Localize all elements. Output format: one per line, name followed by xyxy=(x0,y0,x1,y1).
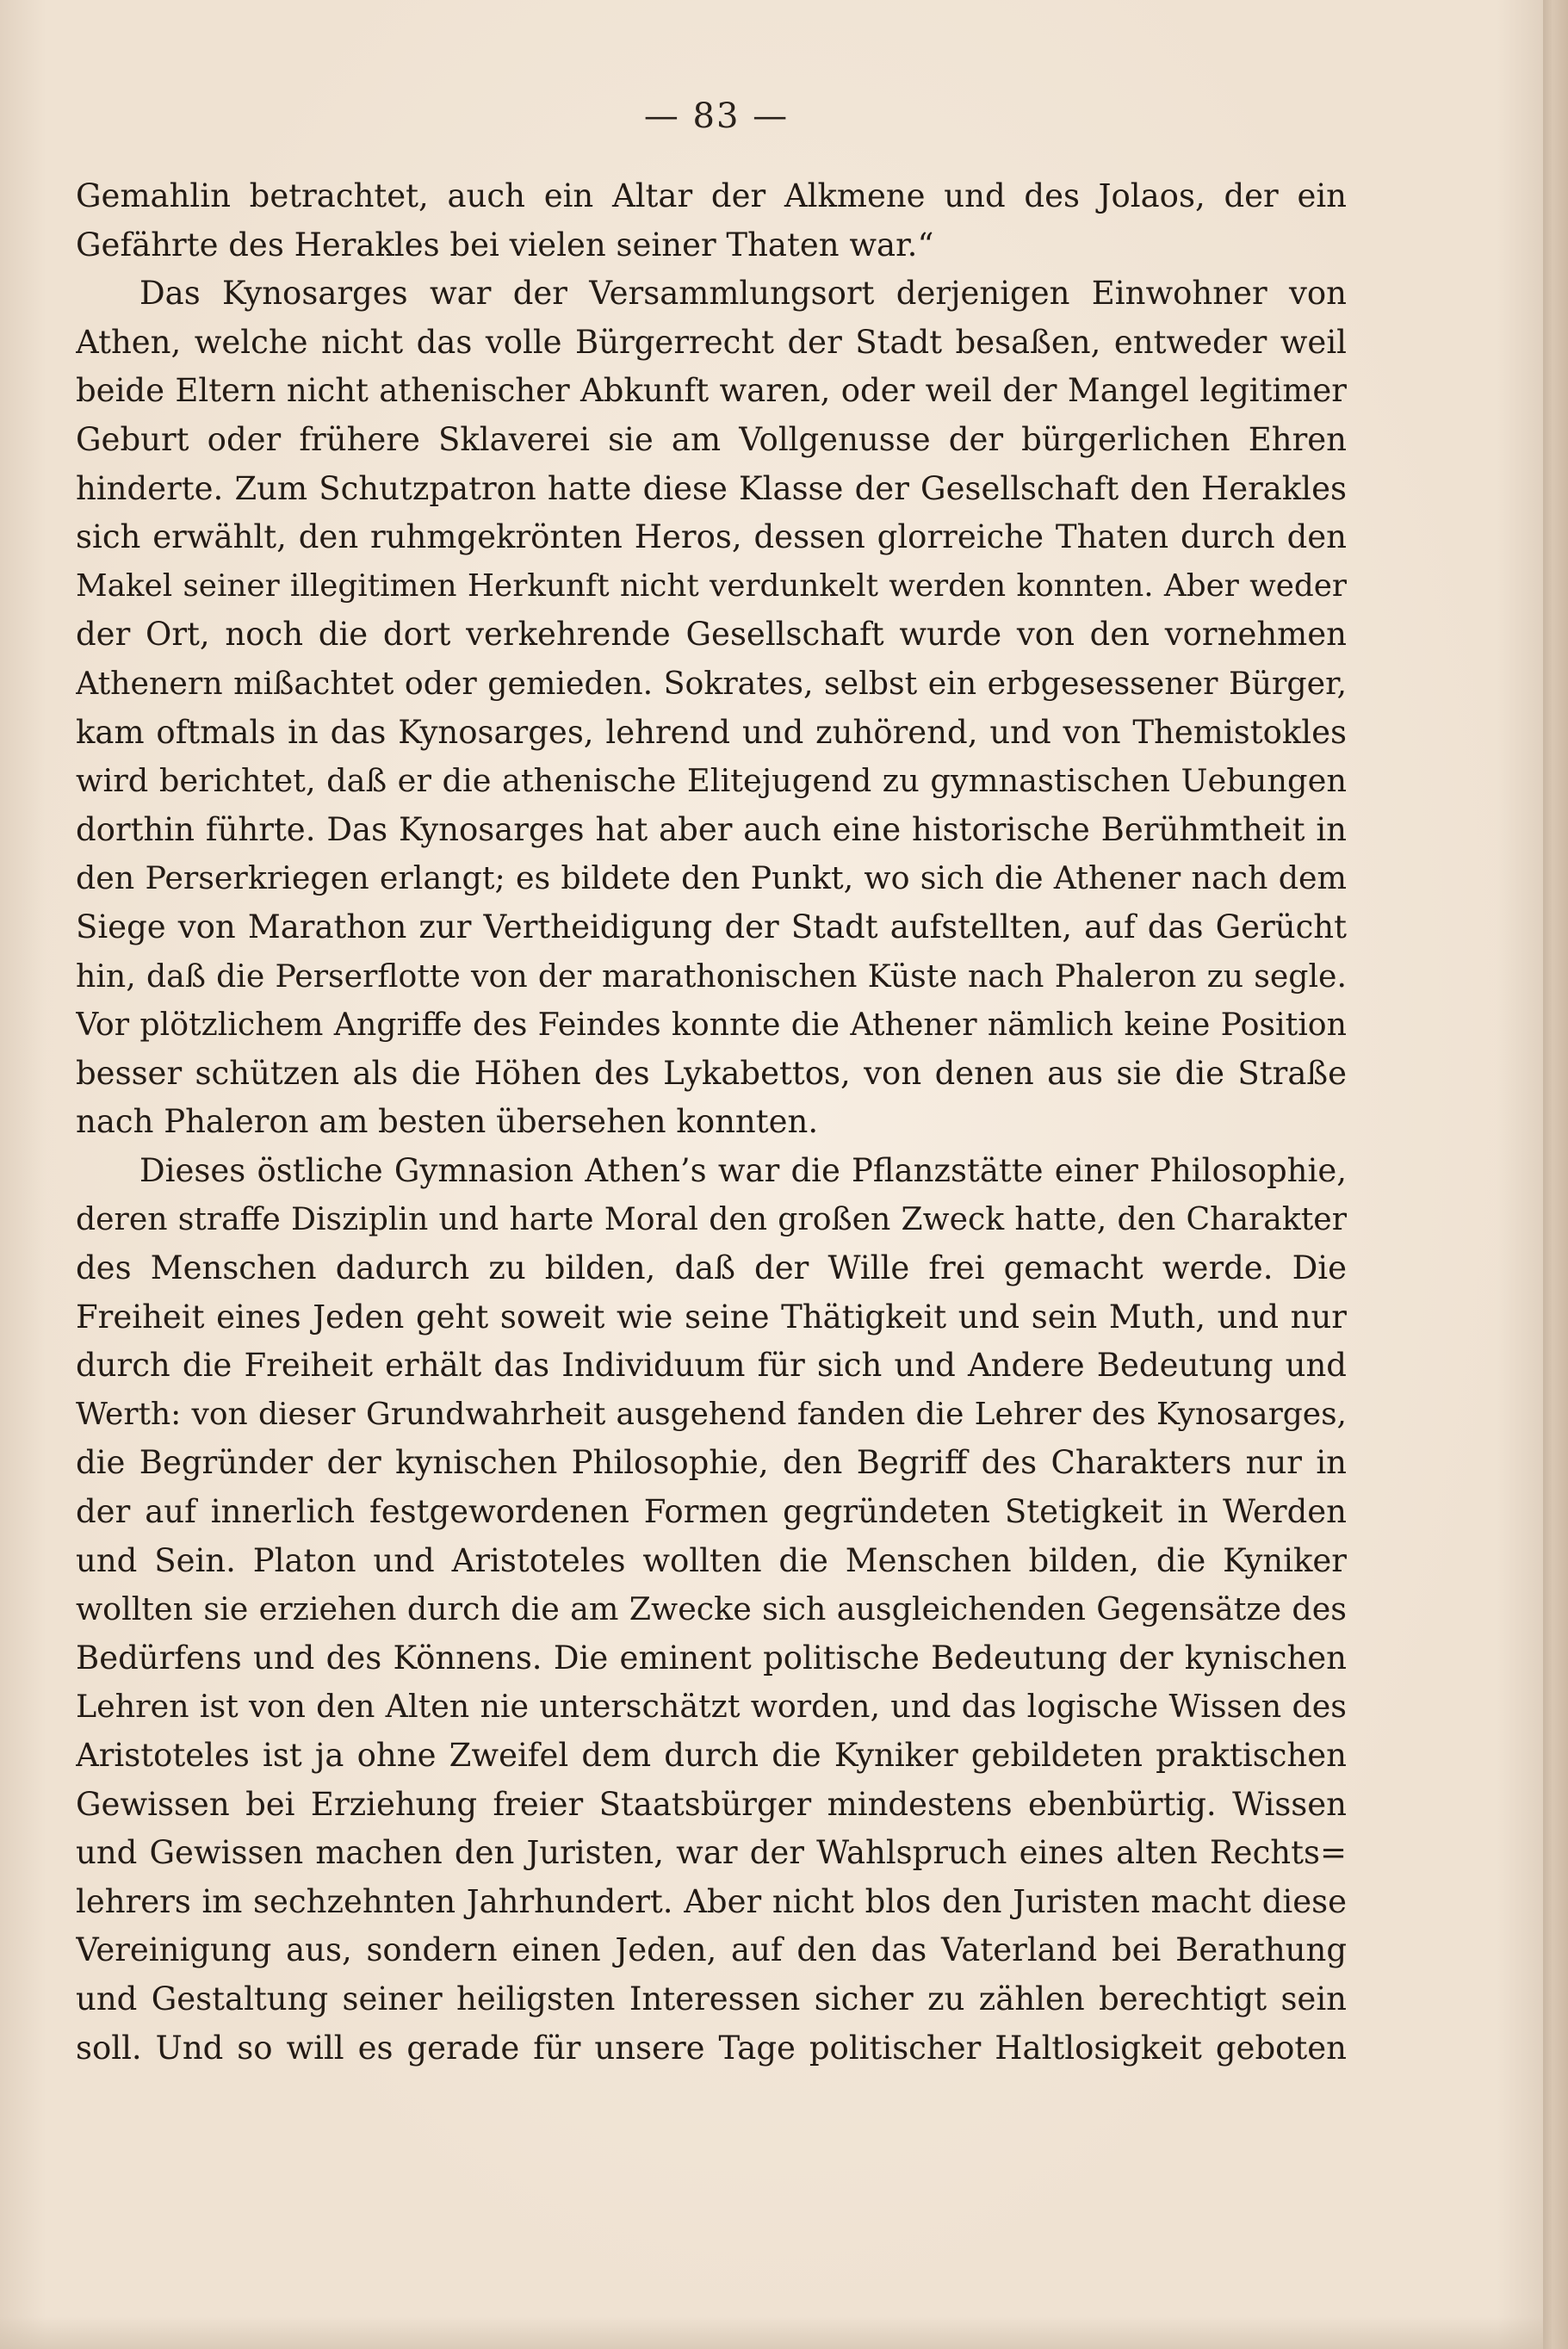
text-line: Werth: von dieser Grundwahrheit ausgehend fanden die Lehrer des Kynosarges, xyxy=(76,1396,1347,1432)
text-line: beide Eltern nicht athenischer Abkunft waren, oder weil der Mangel legitimer xyxy=(76,372,1347,410)
text-line: Lehren ist von den Alten nie unterschätzt worden, und das logische Wissen des xyxy=(76,1688,1347,1726)
text-line: Das Kynosarges war der Versammlungsort derjenigen Einwohner von xyxy=(139,275,1347,313)
text-line: und Sein. Platon und Aristoteles wollten die Menschen bilden, die Kyniker xyxy=(76,1541,1347,1579)
text-line: Aristoteles ist ja ohne Zweifel dem durch die Kyniker gebildeten praktischen xyxy=(76,1737,1347,1774)
text-line: Vor plötzlichem Angriffe des Feindes konnte die Athener nämlich keine Position xyxy=(76,1006,1347,1044)
text-line: Freiheit eines Jeden geht soweit wie seine Thätigkeit und sein Muth, und nur xyxy=(76,1298,1347,1336)
page-bottom-shadow xyxy=(0,2316,1543,2349)
text-line: der auf innerlich festgewordenen Formen gegründeten Stetigkeit in Werden xyxy=(76,1493,1347,1531)
paragraph-3 xyxy=(76,1147,1347,2073)
text-line: die Begründer der kynischen Philosophie, den Begriff des Charakters nur in xyxy=(76,1444,1347,1482)
text-line: Athen, welche nicht das volle Bürgerrecht der Stadt besaßen, entweder weil xyxy=(76,323,1347,361)
text-line: und Gestaltung seiner heiligsten Interessen sicher zu zählen berechtigt sein xyxy=(76,1980,1347,2017)
text-line: hin, daß die Perserflotte von der marathonischen Küste nach Phaleron zu segle. xyxy=(76,957,1347,995)
text-line: deren straffe Disziplin und harte Moral den großen Zweck hatte, den Charakter xyxy=(76,1200,1347,1238)
text-line: soll. Und so will es gerade für unsere Tage politischer Haltlosigkeit geboten xyxy=(76,2029,1347,2067)
page-edge xyxy=(1543,0,1568,2349)
text-line: der Ort, noch die dort verkehrende Gesellschaft wurde von den vornehmen xyxy=(76,616,1347,654)
text-line: Athenern mißachtet oder gemieden. Sokrates, selbst ein erbgesessener Bürger, xyxy=(76,664,1347,702)
text-line: und Gewissen machen den Juristen, war der Wahlspruch eines alten Rechts= xyxy=(76,1834,1347,1872)
text-line: hinderte. Zum Schutzpatron hatte diese Klasse der Gesellschaft den Herakles xyxy=(76,469,1347,507)
text-line: dorthin führte. Das Kynosarges hat aber auch eine historische Berühmtheit in xyxy=(76,810,1347,848)
text-line: wird berichtet, daß er die athenische Elitejugend zu gymnastischen Uebungen xyxy=(76,762,1347,800)
text-line: lehrers im sechzehnten Jahrhundert. Aber nicht blos den Juristen macht diese xyxy=(76,1882,1347,1920)
text-line: Siege von Marathon zur Vertheidigung der Stadt aufstellten, auf das Gerücht xyxy=(76,908,1347,945)
text-line: Bedürfens und des Könnens. Die eminent politische Bedeutung der kynischen xyxy=(76,1639,1347,1677)
text-line: nach Phaleron am besten übersehen konnten. xyxy=(76,1103,819,1141)
text-line: Geburt oder frühere Sklaverei sie am Vollgenusse der bürgerlichen Ehren xyxy=(76,420,1347,458)
text-line: sich erwählt, den ruhmgekrönten Heros, dessen glorreiche Thaten durch den xyxy=(76,518,1347,556)
text-line: Vereinigung aus, sondern einen Jeden, auf den das Vaterland bei Berathung xyxy=(76,1931,1347,1969)
text-line: besser schützen als die Höhen des Lykabettos, von denen aus sie die Straße xyxy=(76,1054,1347,1092)
text-line: Dieses östliche Gymnasion Athen’s war die Pflanzstätte einer Philosophie, xyxy=(139,1151,1347,1189)
text-line: Makel seiner illegitimen Herkunft nicht verdunkelt werden konnten. Aber weder xyxy=(76,567,1347,604)
text-line: kam oftmals in das Kynosarges, lehrend und zuhörend, und von Themistokles xyxy=(76,713,1347,751)
text-line: des Menschen dadurch zu bilden, daß der Wille frei gemacht werde. Die xyxy=(76,1249,1347,1287)
page-number: — 83 — xyxy=(643,96,790,136)
text-line: Gemahlin betrachtet, auch ein Altar der Alkmene und des Jolaos, der ein xyxy=(76,177,1347,214)
text-line: den Perserkriegen erlangt; es bildete den Punkt, wo sich die Athener nach dem xyxy=(76,859,1347,897)
paragraph-1 xyxy=(76,172,1347,270)
text-line: durch die Freiheit erhält das Individuum für sich und Andere Bedeutung und xyxy=(76,1347,1347,1385)
text-line: Gefährte des Herakles bei vielen seiner Thaten war.“ xyxy=(76,226,934,263)
text-line: wollten sie erziehen durch die am Zwecke sich ausgleichenden Gegensätze des xyxy=(76,1590,1347,1628)
text-line: Gewissen bei Erziehung freier Staatsbürger mindestens ebenbürtig. Wissen xyxy=(76,1785,1347,1823)
body-text xyxy=(76,172,1347,2073)
paragraph-2 xyxy=(76,270,1347,1147)
